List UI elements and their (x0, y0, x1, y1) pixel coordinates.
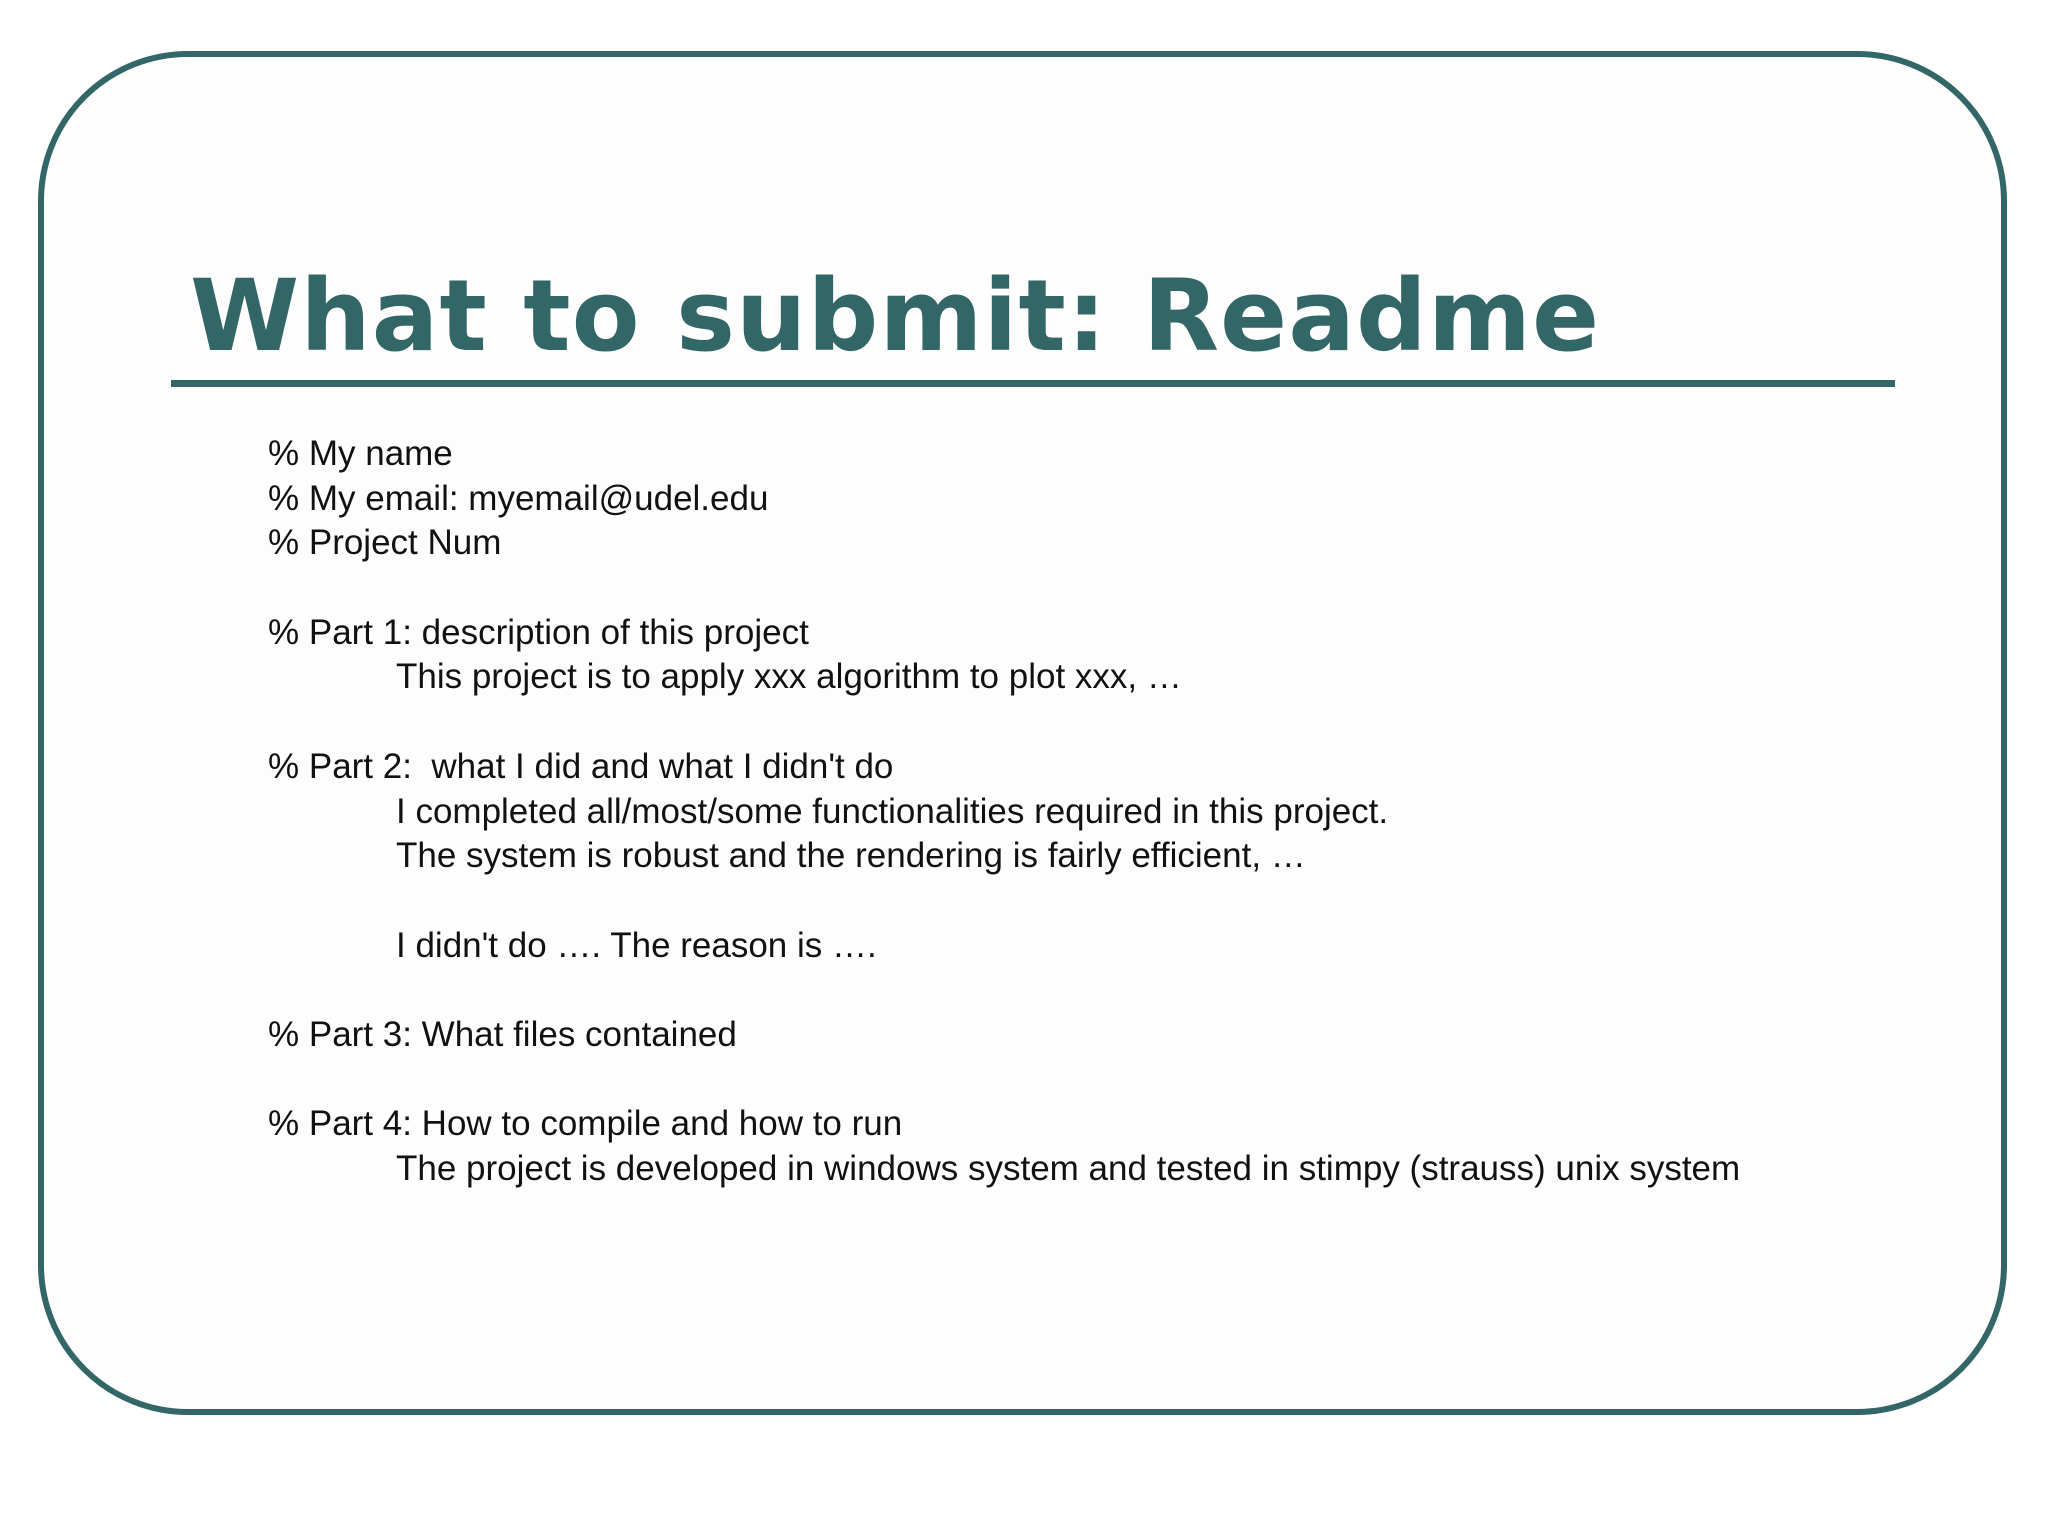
slide-title: What to submit: Readme (190, 259, 1601, 374)
title-underline (171, 380, 1895, 387)
readme-line-part2-didnt-do: I didn't do …. The reason is …. (396, 925, 877, 965)
readme-line-part4-detail: The project is developed in windows system and tested in stimpy (strauss) unix system (396, 1149, 1741, 1188)
readme-line-part3-heading: % Part 3: What files contained (268, 1014, 737, 1054)
blank-line (268, 566, 1968, 611)
readme-line-part2-heading: % Part 2: what I did and what I didn't do (268, 746, 894, 786)
readme-line-part2-completed: I completed all/most/some functionalities required in this project. (396, 791, 1389, 831)
readme-template-text (268, 432, 1968, 1192)
blank-line (268, 968, 1968, 1013)
blank-line (268, 1058, 1968, 1103)
readme-line-part1-heading: % Part 1: description of this project (268, 612, 809, 652)
readme-line-name: % My name (268, 434, 453, 473)
readme-line-project-num: % Project Num (268, 523, 502, 563)
readme-line-email: % My email: myemail@udel.edu (268, 478, 769, 518)
readme-line-part2-robust: The system is robust and the rendering is fairly efficient, … (396, 836, 1306, 876)
blank-line (268, 700, 1968, 745)
readme-line-part4-heading: % Part 4: How to compile and how to run (268, 1104, 903, 1144)
readme-line-part1-detail: This project is to apply xxx algorithm to plot xxx, … (396, 657, 1182, 697)
blank-line (268, 879, 1968, 924)
